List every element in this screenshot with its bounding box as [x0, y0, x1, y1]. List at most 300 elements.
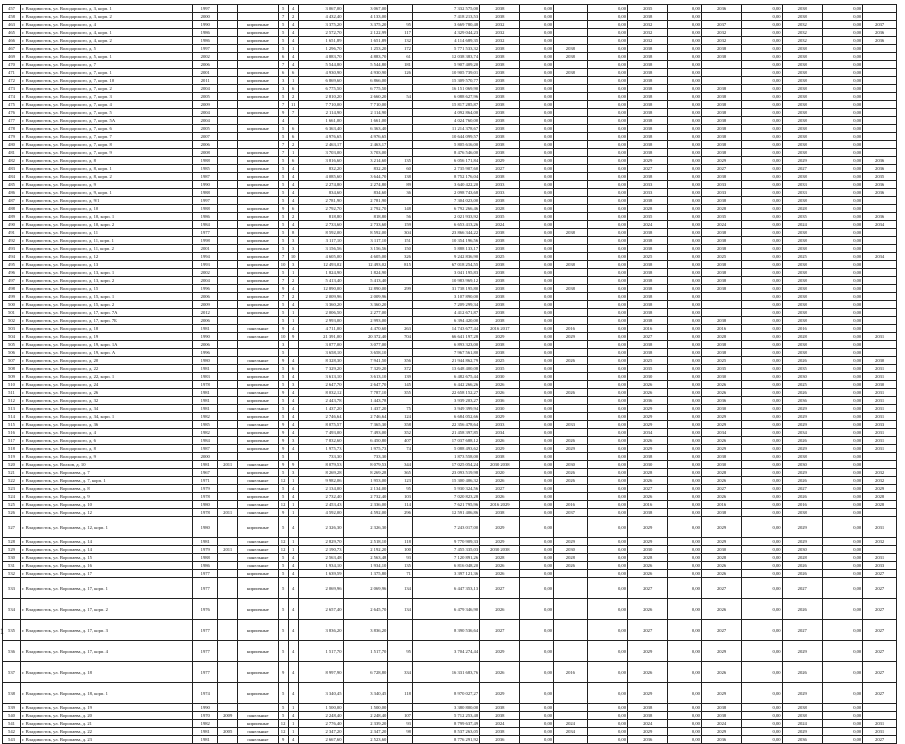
table-cell: 0,00	[742, 357, 782, 365]
table-cell: 1981	[193, 538, 218, 546]
table-cell: 2038	[628, 237, 668, 245]
table-cell	[388, 317, 413, 325]
table-cell: 7 832,60	[298, 437, 343, 445]
table-cell: 0,00	[742, 720, 782, 728]
table-cell	[288, 117, 298, 125]
table-cell: 151	[388, 237, 413, 245]
table-cell: 95	[388, 21, 413, 29]
table-cell: 0,00	[520, 662, 554, 683]
table-cell: 517	[3, 437, 21, 445]
table-cell	[218, 317, 238, 325]
table-cell: 3	[278, 77, 288, 85]
table-cell: 2024	[701, 720, 741, 728]
table-cell: г. Владивосток, ул. Володарского, д. 22, корп. 1	[20, 373, 193, 381]
table-cell: 2029	[782, 517, 822, 538]
table-row	[3, 277, 897, 285]
table-cell: 0,00	[520, 501, 554, 509]
table-cell: 0,00	[520, 599, 554, 620]
table-cell: 0,00	[822, 309, 862, 317]
table-cell: 0,00	[822, 205, 862, 213]
table-cell	[238, 5, 278, 13]
table-cell: 0,00	[668, 197, 702, 205]
table-cell: 0,00	[668, 157, 702, 165]
table-row	[3, 229, 897, 237]
table-cell: 0,00	[520, 5, 554, 13]
table-cell: 2002	[193, 53, 218, 61]
table-cell: 0,00	[822, 405, 862, 413]
table-cell: 0,00	[822, 69, 862, 77]
table-cell: 2001	[193, 245, 218, 253]
table-cell: 503	[3, 325, 21, 333]
table-cell: 532	[3, 570, 21, 578]
table-cell	[218, 554, 238, 562]
table-cell: 458	[3, 13, 21, 21]
table-cell: 15 309 570,77	[412, 77, 479, 85]
table-cell: 0,00	[587, 728, 627, 736]
table-cell: 2038	[628, 309, 668, 317]
table-cell: 2038	[480, 301, 520, 309]
table-cell: 95	[388, 485, 413, 493]
table-cell: г. Владивосток, ул. Володарского, д. 10, корп. 1	[20, 213, 193, 221]
table-cell: 6 775,50	[343, 85, 388, 93]
table-cell: 0,00	[587, 157, 627, 165]
table-cell: 4	[288, 389, 298, 397]
table-cell: 0,00	[587, 538, 627, 546]
table-cell: 0,00	[520, 437, 554, 445]
table-cell: 2029	[701, 728, 741, 736]
table-cell: 0,00	[520, 683, 554, 704]
table-cell: 2038	[628, 285, 668, 293]
table-cell: 21 391,00	[298, 333, 343, 341]
table-cell: 2032	[701, 37, 741, 45]
table-cell	[554, 620, 588, 641]
table-cell: 0,00	[822, 562, 862, 570]
table-cell: 2038	[701, 109, 741, 117]
table-cell	[863, 93, 897, 101]
table-cell: 2026	[628, 562, 668, 570]
table-cell: кирпичные	[238, 469, 278, 477]
table-cell: 0,00	[520, 61, 554, 69]
table-cell: 0,00	[668, 53, 702, 61]
table-cell: кирпичные	[238, 683, 278, 704]
table-row	[3, 13, 897, 21]
table-cell: 7 710,00	[343, 101, 388, 109]
table-cell: 2024	[701, 221, 741, 229]
table-cell: 11	[288, 101, 298, 109]
table-cell: 3	[288, 437, 298, 445]
table-cell: 5	[278, 683, 288, 704]
table-cell: 2038	[782, 261, 822, 269]
table-cell: 0,00	[587, 269, 627, 277]
table-cell: 2030	[782, 373, 822, 381]
table-cell: 0,00	[668, 469, 702, 477]
table-cell: г. Владивосток, ул. Володарского, д. 4, корп. 1	[20, 29, 193, 37]
table-cell: 2029	[782, 413, 822, 421]
table-cell	[701, 293, 741, 301]
table-cell: 0,00	[822, 21, 862, 29]
table-cell	[863, 125, 897, 133]
table-cell: 523	[3, 485, 21, 493]
table-cell: 9 242 836,90	[412, 253, 479, 261]
table-cell: 2031	[863, 373, 897, 381]
table-cell: 2026	[554, 389, 588, 397]
table-cell: 2038	[480, 309, 520, 317]
table-cell: кирпичные	[238, 437, 278, 445]
table-cell: 4 711,00	[298, 325, 343, 333]
table-cell: 0,00	[822, 704, 862, 712]
table-cell: 0,00	[520, 517, 554, 538]
table-cell: 2009	[218, 712, 238, 720]
table-row	[3, 141, 897, 149]
table-cell: 0,00	[520, 13, 554, 21]
table-cell	[218, 109, 238, 117]
table-cell: кирпичные	[238, 21, 278, 29]
table-cell: 0,00	[587, 69, 627, 77]
table-cell: 2030	[701, 373, 741, 381]
table-cell: 490	[3, 221, 21, 229]
table-cell: 2038	[628, 117, 668, 125]
table-cell: 1	[288, 477, 298, 485]
table-cell: г. Владивосток, ул. Володарского, д. 4	[20, 21, 193, 29]
table-cell: 2034	[554, 728, 588, 736]
table-cell: 0,00	[668, 317, 702, 325]
table-cell: 4	[288, 413, 298, 421]
table-cell: 98	[388, 728, 413, 736]
table-cell: 1981	[193, 728, 218, 736]
table-cell: 1996	[193, 285, 218, 293]
table-row	[3, 165, 897, 173]
table-cell: 0,00	[742, 317, 782, 325]
table-cell: 2032	[628, 21, 668, 29]
table-cell	[288, 453, 298, 461]
table-cell: 0,00	[587, 61, 627, 69]
table-cell: 9	[278, 437, 288, 445]
table-cell: 535	[3, 620, 21, 641]
table-cell: 2029	[628, 517, 668, 538]
table-cell: 1981	[193, 365, 218, 373]
table-cell: 0,00	[587, 21, 627, 29]
table-cell: г. Владивосток, ул. Володарского, д. 3, корп. 1	[20, 5, 193, 13]
table-cell: 704	[388, 333, 413, 341]
table-cell	[218, 45, 238, 53]
table-cell: 2 829,70	[298, 538, 343, 546]
table-cell: 5	[278, 229, 288, 237]
table-cell: 0,00	[520, 562, 554, 570]
table-cell: 0,00	[822, 285, 862, 293]
table-cell: 509	[3, 373, 21, 381]
table-cell: 2008	[193, 149, 218, 157]
table-cell: 2020	[480, 469, 520, 477]
table-cell: 2	[288, 293, 298, 301]
table-cell: 2038	[782, 85, 822, 93]
table-cell: 0,00	[668, 493, 702, 501]
table-cell: 2038	[480, 101, 520, 109]
table-cell: 0,00	[668, 554, 702, 562]
table-cell: 2 463,17	[298, 141, 343, 149]
table-row	[3, 285, 897, 293]
table-cell	[554, 317, 588, 325]
table-cell: 0,00	[587, 517, 627, 538]
table-cell: 2036	[863, 37, 897, 45]
table-cell: 4 883,70	[298, 53, 343, 61]
table-cell: 2038	[628, 269, 668, 277]
table-cell: 0,00	[520, 253, 554, 261]
table-cell: 5	[278, 620, 288, 641]
table-cell: 0,00	[520, 245, 554, 253]
table-cell: 0,00	[587, 253, 627, 261]
table-cell: 3 077,00	[298, 341, 343, 349]
table-cell: 2 523,60	[343, 736, 388, 744]
table-cell: 0,00	[520, 149, 554, 157]
table-cell: кирпичные	[238, 213, 278, 221]
table-cell: 22 356 478,64	[412, 421, 479, 429]
table-cell: г. Владивосток, ул. Воропаева, д. 17, корп. 4	[20, 641, 193, 662]
table-cell: 0,00	[822, 501, 862, 509]
table-cell: 504	[3, 333, 21, 341]
table-cell	[218, 373, 238, 381]
table-cell	[554, 365, 588, 373]
table-cell: 2 098 743,68	[412, 189, 479, 197]
table-row	[3, 5, 897, 13]
table-cell: 71	[388, 570, 413, 578]
table-cell: 0,00	[668, 269, 702, 277]
table-cell: 2026	[782, 599, 822, 620]
table-cell	[554, 485, 588, 493]
table-cell: 2038	[480, 269, 520, 277]
table-cell: 8 752 176,04	[412, 173, 479, 181]
table-cell: 2026	[701, 570, 741, 578]
table-cell: г. Владивосток, ул. Володарского, д. 15, корп. 1	[20, 293, 193, 301]
table-cell: 0,00	[520, 445, 554, 453]
table-row	[3, 181, 897, 189]
table-cell: 4 329 044,23	[412, 29, 479, 37]
table-cell: 2032	[782, 21, 822, 29]
table-cell: 0,00	[822, 293, 862, 301]
table-cell: 2033	[701, 189, 741, 197]
table-cell: 2027	[701, 578, 741, 599]
table-cell: 93	[388, 720, 413, 728]
table-cell	[554, 277, 588, 285]
table-cell: кирпичные	[238, 381, 278, 389]
table-cell: 2028	[782, 333, 822, 341]
table-cell: 2036	[782, 736, 822, 744]
table-cell: кирпичные	[238, 93, 278, 101]
table-cell: 2029	[628, 413, 668, 421]
table-cell: 2029	[701, 683, 741, 704]
table-cell: 2 518,10	[343, 538, 388, 546]
table-cell: 0,00	[822, 325, 862, 333]
table-cell: 2038	[782, 285, 822, 293]
table-cell: 2002	[193, 269, 218, 277]
table-cell: г. Владивосток, ул. Володарского, д. 11	[20, 229, 193, 237]
table-cell	[218, 101, 238, 109]
table-cell: 3	[288, 469, 298, 477]
table-cell: 2028	[628, 554, 668, 562]
table-cell	[218, 189, 238, 197]
table-cell: 372	[388, 365, 413, 373]
table-cell: 2030	[480, 373, 520, 381]
table-cell: 0,00	[822, 61, 862, 69]
table-cell	[388, 101, 413, 109]
table-cell: 2024	[554, 720, 588, 728]
table-cell: 1976	[193, 599, 218, 620]
table-cell: 482	[3, 157, 21, 165]
table-cell: кирпичные	[238, 620, 278, 641]
table-cell: 2024	[628, 221, 668, 229]
table-cell: 17 025 054,24	[412, 461, 479, 469]
table-cell: 0,00	[742, 309, 782, 317]
table-cell: 4 412 671,87	[412, 309, 479, 317]
table-cell: 5	[278, 704, 288, 712]
table-cell: 2030	[554, 546, 588, 554]
table-cell: 2038	[782, 704, 822, 712]
table-cell: 2038	[480, 349, 520, 357]
table-cell	[388, 349, 413, 357]
table-cell: 0,00	[822, 133, 862, 141]
table-cell: г. Владивосток, ул. Володарского, д. 8, корп. 1	[20, 165, 193, 173]
table-cell: 0,00	[668, 21, 702, 29]
table-row	[3, 309, 897, 317]
table-cell: 499	[3, 293, 21, 301]
table-cell: 2030	[863, 357, 897, 365]
table-cell: 0,00	[520, 181, 554, 189]
table-cell: 0,00	[587, 205, 627, 213]
table-cell: 0,00	[587, 45, 627, 53]
table-cell	[554, 405, 588, 413]
table-cell: 0,00	[520, 285, 554, 293]
table-cell: 533	[3, 578, 21, 599]
table-cell: 0,00	[668, 133, 702, 141]
table-cell: 2029	[782, 405, 822, 413]
table-cell: 0,00	[822, 445, 862, 453]
table-cell: кирпичные	[238, 720, 278, 728]
table-cell: 0,00	[742, 485, 782, 493]
table-cell: 0,00	[668, 229, 702, 237]
table-cell: 834,60	[343, 189, 388, 197]
table-cell: 7 455 335,03	[412, 546, 479, 554]
table-cell: 0,00	[520, 469, 554, 477]
table-cell: 5	[278, 245, 288, 253]
table-cell: 2009	[193, 301, 218, 309]
table-cell: 2028	[782, 205, 822, 213]
table-cell: 0,00	[742, 253, 782, 261]
table-cell: 2036	[863, 181, 897, 189]
table-cell	[218, 13, 238, 21]
table-cell: 9	[278, 662, 288, 683]
table-cell	[238, 101, 278, 109]
table-cell: 8 079,53	[298, 461, 343, 469]
table-cell: 2 339,20	[343, 720, 388, 728]
table-cell: 3 704 274,44	[412, 641, 479, 662]
table-cell: 0,00	[668, 349, 702, 357]
table-cell: г. Владивосток, ул. Володарского, д. 10, корп. 2	[20, 221, 193, 229]
table-cell: 2029	[628, 421, 668, 429]
table-cell	[388, 309, 413, 317]
table-cell: 3	[288, 245, 298, 253]
table-cell	[863, 704, 897, 712]
table-cell: 2 781,90	[298, 197, 343, 205]
table-cell	[863, 293, 897, 301]
table-cell	[863, 117, 897, 125]
table-cell: 10 644 099,57	[412, 133, 479, 141]
table-cell: 2038	[480, 341, 520, 349]
table-cell: 529	[3, 546, 21, 554]
table-cell: 2038	[782, 509, 822, 517]
table-cell: 2038	[701, 117, 741, 125]
table-cell: 0,00	[587, 13, 627, 21]
table-cell: 495	[3, 261, 21, 269]
table-cell: 5	[278, 173, 288, 181]
table-cell: 2027	[628, 578, 668, 599]
table-cell: 463	[3, 21, 21, 29]
table-cell: 2038	[480, 317, 520, 325]
table-cell	[554, 21, 588, 29]
table-cell: 0,00	[742, 413, 782, 421]
table-cell: 1 934,10	[298, 562, 343, 570]
table-cell: 6 684 052,66	[412, 413, 479, 421]
table-cell: 2025	[782, 253, 822, 261]
table-row	[3, 429, 897, 437]
table-cell: 6 728,80	[343, 662, 388, 683]
table-cell: 407	[388, 437, 413, 445]
table-cell: 8 592,00	[298, 229, 343, 237]
table-cell: 0,00	[587, 125, 627, 133]
table-cell: 2011	[193, 77, 218, 85]
table-cell: 1	[288, 509, 298, 517]
table-cell: 2028	[782, 554, 822, 562]
table-cell: 2038	[701, 269, 741, 277]
table-cell: 1986	[193, 29, 218, 37]
table-cell	[863, 197, 897, 205]
table-cell	[218, 53, 238, 61]
table-cell: 0,00	[822, 381, 862, 389]
table-cell: 2036	[701, 736, 741, 744]
table-cell	[218, 413, 238, 421]
table-cell: 1997	[193, 197, 218, 205]
table-cell: 0,00	[587, 5, 627, 13]
table-cell	[554, 309, 588, 317]
table-cell: 1 639,59	[298, 570, 343, 578]
table-cell: 5	[278, 157, 288, 165]
table-cell: 3 214,60	[343, 157, 388, 165]
table-cell: 0,00	[587, 413, 627, 421]
table-cell: 0,00	[822, 341, 862, 349]
table-cell: 0,00	[520, 45, 554, 53]
table-cell: 1986	[193, 213, 218, 221]
table-cell: 2038	[480, 77, 520, 85]
table-cell: г. Владивосток, ул. Володарского, д. 5	[20, 45, 193, 53]
table-cell	[863, 5, 897, 13]
table-cell: 0,00	[742, 109, 782, 117]
table-cell: 2038	[782, 53, 822, 61]
table-cell	[218, 117, 238, 125]
table-cell: 0,00	[742, 662, 782, 683]
table-cell: 0,00	[587, 109, 627, 117]
table-cell: 5	[278, 485, 288, 493]
table-cell: 0,00	[668, 357, 702, 365]
table-cell: 2 572,70	[298, 29, 343, 37]
table-cell: 5	[278, 413, 288, 421]
table-cell: 0,00	[742, 125, 782, 133]
table-cell: 9	[278, 357, 288, 365]
table-row	[3, 413, 897, 421]
table-row	[3, 253, 897, 261]
table-cell: 0,00	[822, 53, 862, 61]
table-cell: 2037	[701, 21, 741, 29]
table-cell: 497	[3, 277, 21, 285]
table-cell: 7 332 575,00	[412, 5, 479, 13]
table-cell: 2038	[480, 45, 520, 53]
